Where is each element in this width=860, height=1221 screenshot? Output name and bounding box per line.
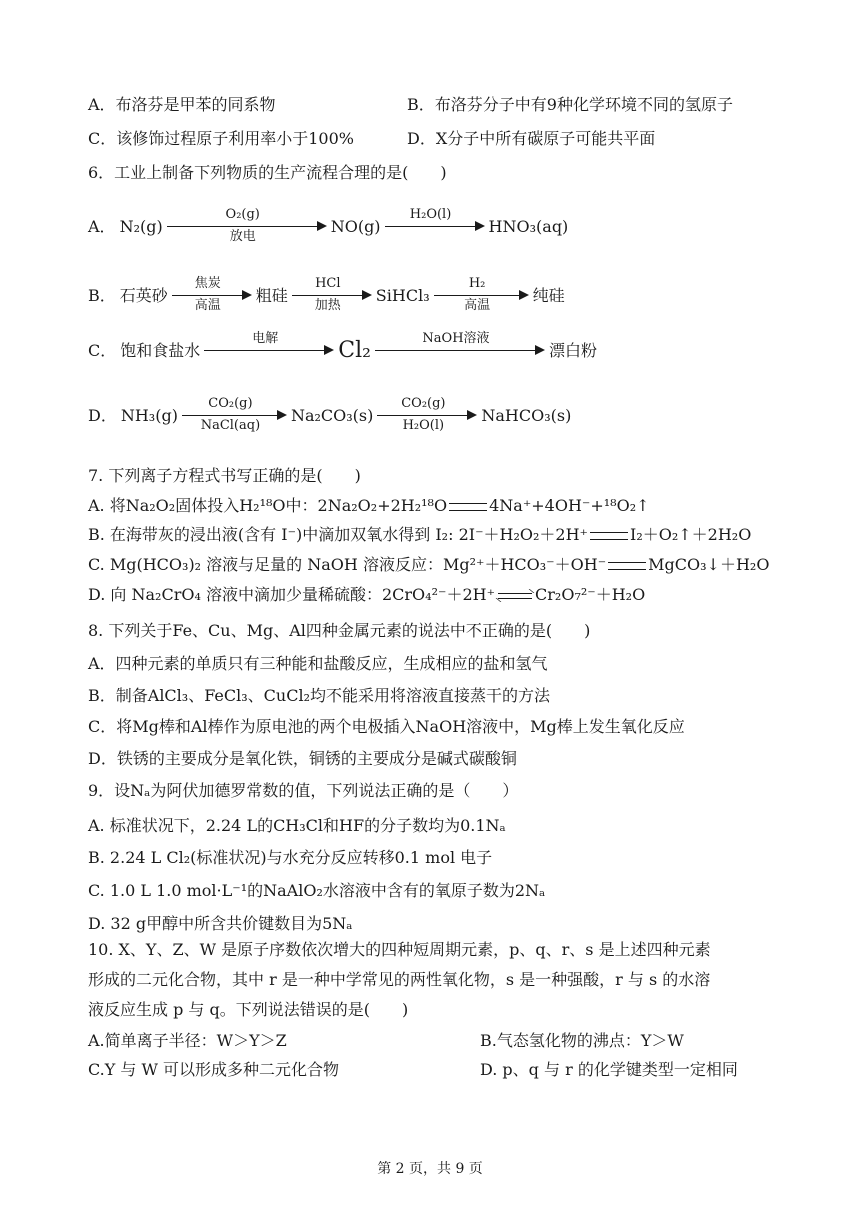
q8-option-d: D．铁锈的主要成分是氧化铁，铜锈的主要成分是碱式碳酸铜 [88, 749, 517, 768]
q5-option-d: D．X分子中所有碳原子可能共平面 [407, 129, 656, 148]
q6b-intermediate-2: SiHCl₃ [375, 286, 430, 305]
q8-option-b: B．制备AlCl₃、FeCl₃、CuCl₂均不能采用将溶液直接蒸干的方法 [88, 686, 550, 705]
q6b-product: 纯硅 [532, 286, 565, 305]
q6c-product: 漂白粉 [548, 341, 597, 360]
q5-option-c: C．该修饰过程原子利用率小于100% [88, 129, 354, 148]
q6b-intermediate-1: 粗硅 [255, 286, 288, 305]
q10-option-b: B.气态氢化物的沸点：Y＞W [480, 1031, 684, 1050]
q8-option-a: A．四种元素的单质只有三种能和盐酸反应，生成相应的盐和氢气 [88, 654, 548, 673]
equals-sign-icon [590, 532, 628, 540]
q9-option-a: A. 标准状况下，2.24 L的CH₃Cl和HF的分子数均为0.1Nₐ [88, 816, 506, 835]
q6-option-d [88, 396, 571, 436]
q8-option-c: C．将Mg棒和Al棒作为原电池的两个电极插入NaOH溶液中，Mg棒上发生氧化反应 [88, 717, 685, 736]
q6b-label: B． [88, 286, 116, 305]
reaction-arrow-icon: CO₂(g) NaCl(aq) [182, 396, 287, 436]
q10-stem-line-3: 液反应生成 p 与 q。下列说法错误的是( ) [88, 1000, 409, 1019]
q6d-label: D． [88, 406, 117, 425]
q6d-reactant: NH₃(g) [120, 406, 178, 425]
q6c-reactant: 饱和食盐水 [120, 341, 201, 360]
q6-option-b [88, 276, 565, 316]
q6c-intermediate: Cl₂ [338, 338, 371, 363]
q6-stem: 6．工业上制备下列物质的生产流程合理的是( ) [88, 163, 447, 182]
q10-stem-line-1: 10. X、Y、Z、W 是原子序数依次增大的四种短周期元素，p、q、r、s 是上述四种元素 [88, 940, 711, 959]
equals-sign-icon [608, 562, 646, 570]
equals-sign-icon [449, 503, 487, 511]
reversible-arrow-icon [498, 590, 532, 602]
q5-option-a: A．布洛芬是甲苯的同系物 [88, 95, 276, 114]
q6a-label: A． [88, 217, 116, 236]
reaction-arrow-icon: 电解 [204, 331, 334, 371]
q7-option-b: B. 在海带灰的浸出液(含有 I⁻)中滴加双氧水得到 I₂: 2I⁻＋H₂O₂＋2H⁺ I₂＋O₂↑＋2H₂O [88, 525, 752, 544]
q10-stem-line-2: 形成的二元化合物，其中 r 是一种中学常见的两性氧化物，s 是一种强酸，r 与 s 的水溶 [88, 970, 711, 989]
q6b-reactant: 石英砂 [119, 286, 168, 305]
q7-stem: 7. 下列离子方程式书写正确的是( ) [88, 466, 361, 485]
q6d-product: NaHCO₃(s) [481, 406, 572, 425]
q6a-intermediate: NO(g) [330, 217, 381, 236]
q10-option-a: A.简单离子半径：W＞Y＞Z [88, 1031, 287, 1050]
q6-option-c [88, 331, 597, 371]
q6d-intermediate: Na₂CO₃(s) [290, 406, 374, 425]
q7-option-c: C. Mg(HCO₃)₂ 溶液与足量的 NaOH 溶液反应：Mg²⁺＋HCO₃⁻＋OH⁻ MgCO₃↓＋H₂O [88, 555, 770, 574]
q8-stem: 8. 下列关于Fe、Cu、Mg、Al四种金属元素的说法中不正确的是( ) [88, 621, 591, 640]
q10-option-d: D. p、q 与 r 的化学键类型一定相同 [480, 1060, 738, 1079]
reaction-arrow-icon: 焦炭 高温 [172, 276, 252, 316]
q10-option-c: C.Y 与 W 可以形成多种二元化合物 [88, 1060, 340, 1079]
q5-option-b: B．布洛芬分子中有9种化学环境不同的氢原子 [407, 95, 733, 114]
reaction-arrow-icon: O₂(g) 放电 [167, 207, 327, 247]
q9-option-c: C. 1.0 L 1.0 mol·L⁻¹的NaAlO₂水溶液中含有的氧原子数为2Nₐ [88, 881, 546, 900]
q9-stem: 9．设Nₐ为阿伏加德罗常数的值，下列说法正确的是（ ） [88, 781, 519, 800]
q6a-product: HNO₃(aq) [488, 217, 569, 236]
q9-option-b: B. 2.24 L Cl₂(标准状况)与水充分反应转移0.1 mol 电子 [88, 848, 493, 867]
reaction-arrow-icon: H₂ 高温 [434, 276, 529, 316]
q6c-label: C． [88, 341, 117, 360]
q9-option-d: D. 32 g甲醇中所含共价键数目为5Nₐ [88, 914, 353, 933]
page-footer: 第 2 页，共 9 页 [377, 1161, 483, 1177]
reaction-arrow-icon: HCl 加热 [292, 276, 372, 316]
q6-option-a [88, 207, 568, 247]
q7-option-a: A. 将Na₂O₂固体投入H₂¹⁸O中：2Na₂O₂+2H₂¹⁸O 4Na⁺+4OH⁻+¹⁸O₂↑ [88, 496, 650, 515]
q7-option-d: D. 向 Na₂CrO₄ 溶液中滴加少量稀硫酸：2CrO₄²⁻＋2H⁺ Cr₂O₇²⁻＋H₂O [88, 585, 646, 604]
q6a-reactant: N₂(g) [119, 217, 163, 236]
reaction-arrow-icon: NaOH溶液 [375, 331, 545, 371]
reaction-arrow-icon: CO₂(g) H₂O(l) [377, 396, 477, 436]
reaction-arrow-icon: H₂O(l) [385, 207, 485, 247]
